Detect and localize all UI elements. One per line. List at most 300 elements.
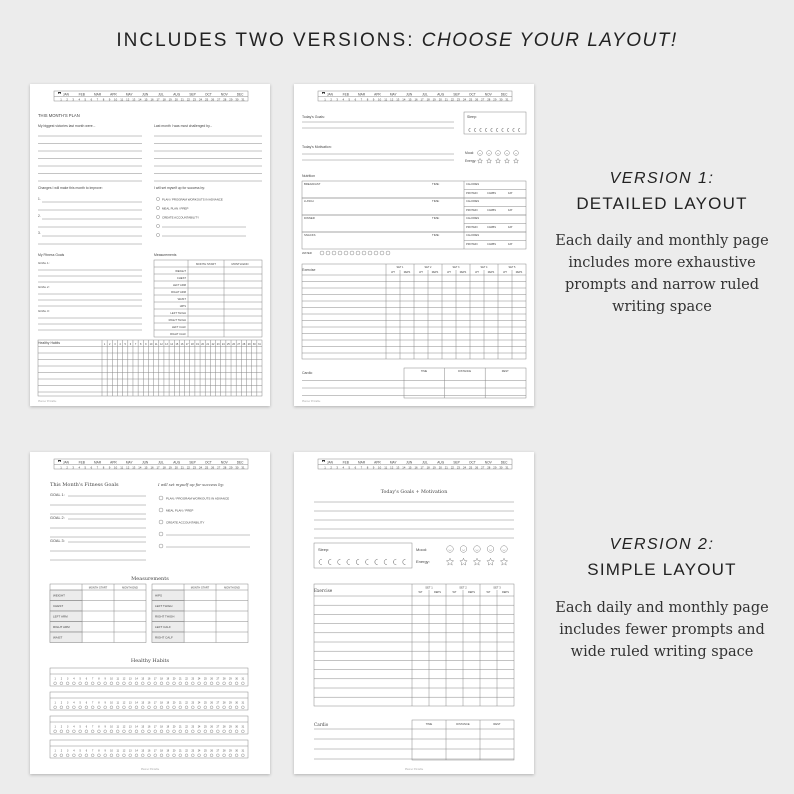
habit-circle-icon bbox=[123, 730, 126, 733]
day-number: 29 bbox=[229, 749, 232, 753]
day-number: 24 bbox=[462, 465, 467, 470]
habit-circle-icon bbox=[185, 706, 188, 709]
checkbox-circle-icon bbox=[156, 233, 159, 236]
month-label: JAN bbox=[326, 460, 333, 465]
month-label: APR bbox=[110, 460, 117, 465]
measure-row: WEIGHT bbox=[175, 269, 186, 273]
habit-circle-icon bbox=[66, 754, 69, 757]
day-number: 22 bbox=[185, 677, 188, 681]
habit-circle-icon bbox=[173, 754, 176, 757]
day-number: 14 bbox=[135, 725, 138, 729]
day-number: 9 bbox=[108, 97, 111, 102]
carbs-label: CARBS bbox=[487, 243, 496, 246]
moon-icon bbox=[480, 128, 482, 132]
habit-circle-icon bbox=[85, 682, 88, 685]
habit-circle-icon bbox=[198, 754, 201, 757]
water-cup-icon bbox=[380, 251, 384, 255]
day-number: 23 bbox=[191, 677, 195, 681]
day-number: 12 bbox=[126, 97, 130, 102]
day-number: 14 bbox=[170, 343, 174, 346]
monthly-plan-title: THIS MONTH'S PLAN bbox=[38, 113, 80, 118]
day-number: 5 bbox=[84, 465, 87, 470]
set-label: SET 3 bbox=[493, 586, 501, 590]
day-number: 18 bbox=[426, 97, 430, 102]
measure-row: LEFT THIGH bbox=[170, 311, 186, 315]
set-label: SET 5 bbox=[508, 266, 516, 269]
reps-label: REPS bbox=[433, 591, 442, 594]
month-label: MAR bbox=[94, 92, 102, 97]
day-number: 26 bbox=[475, 97, 479, 102]
carbs-label: CARBS bbox=[487, 192, 496, 195]
month-label: JUN bbox=[141, 92, 149, 97]
day-number: 17 bbox=[153, 749, 157, 753]
day-number: 1 bbox=[54, 677, 56, 681]
habit-circle-icon bbox=[204, 754, 207, 757]
day-number: 3 bbox=[66, 725, 69, 729]
habit-circle-icon bbox=[198, 730, 201, 733]
healthy-habits-heading: Healthy Habits bbox=[38, 341, 61, 345]
day-number: 20 bbox=[172, 749, 176, 753]
habit-circle-icon bbox=[210, 730, 213, 733]
month-label: JUN bbox=[141, 460, 149, 465]
day-number: 1 bbox=[54, 725, 56, 729]
day-number: 5 bbox=[84, 97, 87, 102]
day-number: 25 bbox=[203, 725, 207, 729]
day-number: 10 bbox=[110, 725, 113, 729]
day-number: 23 bbox=[456, 465, 461, 470]
day-number: 1 bbox=[54, 701, 56, 705]
version2-heading bbox=[552, 536, 772, 580]
habit-circle-icon bbox=[241, 730, 244, 733]
day-number: 13 bbox=[132, 465, 136, 470]
day-number: 27 bbox=[216, 701, 220, 705]
cardio-col: DISTANCE bbox=[456, 723, 470, 726]
day-number: 17 bbox=[420, 97, 424, 102]
calories-label: CALORIES bbox=[466, 217, 480, 220]
cardio-col: DISTANCE bbox=[458, 370, 472, 373]
day-number: 25 bbox=[469, 97, 473, 102]
habit-circle-icon bbox=[166, 730, 169, 733]
water-cup-icon bbox=[332, 251, 336, 255]
day-number: 16 bbox=[150, 97, 154, 102]
reps-label: REPS bbox=[515, 271, 523, 274]
checkbox-circle-icon bbox=[156, 206, 159, 209]
day-number: 23 bbox=[191, 725, 195, 729]
habit-circle-icon bbox=[110, 754, 113, 757]
version2-description: Each daily and monthly page includes fewer prompts and wide ruled writing space bbox=[555, 600, 769, 660]
habit-circle-icon bbox=[185, 754, 188, 757]
day-number: 18 bbox=[190, 343, 194, 346]
day-number: 12 bbox=[390, 465, 394, 470]
day-number: 20 bbox=[172, 677, 176, 681]
day-number: 25 bbox=[203, 749, 207, 753]
measure-row: HIPS bbox=[179, 304, 186, 308]
habit-circle-icon bbox=[141, 754, 144, 757]
day-number: 19 bbox=[432, 465, 436, 470]
habit-circle-icon bbox=[154, 706, 157, 709]
energy-star-icon bbox=[514, 158, 519, 163]
day-number: 7 bbox=[92, 701, 94, 705]
day-number: 27 bbox=[237, 343, 241, 346]
day-number: 8 bbox=[102, 465, 105, 470]
habit-circle-icon bbox=[104, 706, 107, 709]
habit-circle-icon bbox=[216, 706, 219, 709]
habit-circle-icon bbox=[123, 754, 126, 757]
day-number: 14 bbox=[402, 97, 406, 102]
month-label: AUG bbox=[437, 460, 445, 465]
month-label: APR bbox=[374, 92, 381, 97]
habit-circle-icon bbox=[116, 754, 119, 757]
day-number: 15 bbox=[141, 677, 145, 681]
day-number: 20 bbox=[438, 465, 442, 470]
day-number: 24 bbox=[197, 701, 201, 705]
month-label: NOV bbox=[484, 92, 492, 97]
habit-circle-icon bbox=[204, 682, 207, 685]
motivation-label: Today's Motivation: bbox=[302, 145, 332, 149]
day-number: 6 bbox=[85, 677, 88, 681]
day-number: 11 bbox=[116, 677, 119, 681]
day-number: 29 bbox=[229, 725, 232, 729]
changes-prompt: Changes I will make this month to improve: bbox=[38, 186, 103, 190]
day-number: 6 bbox=[354, 465, 357, 470]
day-number: 15 bbox=[408, 465, 412, 470]
day-number: 7 bbox=[360, 465, 363, 470]
bookmark-icon bbox=[322, 460, 325, 462]
day-number: 5 bbox=[348, 465, 351, 470]
day-number: 1 bbox=[60, 97, 62, 102]
day-number: 9 bbox=[372, 465, 375, 470]
day-number: 9 bbox=[104, 701, 106, 705]
goal-label: GOAL 2: bbox=[38, 285, 50, 289]
day-number: 14 bbox=[135, 749, 138, 753]
day-number: 31 bbox=[241, 701, 245, 705]
habit-circle-icon bbox=[160, 706, 163, 709]
habit-circle-icon bbox=[60, 730, 63, 733]
day-number: 8 bbox=[140, 343, 142, 346]
habit-circle-icon bbox=[179, 730, 182, 733]
day-number: 19 bbox=[166, 749, 170, 753]
exercise-table bbox=[314, 584, 514, 706]
calories-label: CALORIES bbox=[466, 234, 480, 237]
day-number: 30 bbox=[235, 465, 239, 470]
habit-circle-icon bbox=[91, 706, 94, 709]
protein-label: PROTEIN bbox=[466, 243, 478, 246]
day-number: 16 bbox=[414, 97, 418, 102]
day-number: 26 bbox=[232, 343, 236, 346]
day-number: 27 bbox=[216, 749, 220, 753]
month-label: JUL bbox=[422, 92, 428, 97]
day-number: 15 bbox=[141, 725, 145, 729]
mood-label: Mood: bbox=[416, 547, 428, 552]
month-label: JUL bbox=[158, 92, 164, 97]
day-number: 19 bbox=[166, 725, 170, 729]
day-number: 23 bbox=[216, 343, 220, 346]
nutrition-heading: Nutrition bbox=[302, 174, 316, 178]
reps-label: REPS bbox=[501, 591, 510, 594]
habit-circle-icon bbox=[85, 730, 88, 733]
cardio-col: REST bbox=[501, 370, 509, 373]
day-number: 28 bbox=[222, 677, 226, 681]
day-number: 18 bbox=[160, 677, 163, 681]
day-number: 16 bbox=[180, 343, 184, 346]
water-cup-icon bbox=[320, 251, 324, 255]
smile-mouth bbox=[489, 550, 492, 551]
cardio-col: REST bbox=[493, 723, 501, 726]
habit-circle-icon bbox=[204, 730, 207, 733]
day-number: 21 bbox=[180, 97, 184, 102]
day-number: 11 bbox=[116, 701, 119, 705]
day-number: 14 bbox=[138, 465, 142, 470]
energy-star-icon bbox=[478, 158, 483, 163]
month-label: FEB bbox=[78, 92, 85, 97]
habit-circle-icon bbox=[191, 682, 194, 685]
day-number: 2 bbox=[60, 749, 63, 753]
month-label: NOV bbox=[220, 92, 228, 97]
day-number: 28 bbox=[487, 465, 491, 470]
day-number: 25 bbox=[203, 701, 207, 705]
habit-circle-icon bbox=[166, 682, 169, 685]
day-number: 24 bbox=[462, 97, 467, 102]
day-number: 2 bbox=[60, 677, 63, 681]
habit-circle-icon bbox=[191, 754, 194, 757]
day-number: 21 bbox=[178, 725, 182, 729]
water-cup-icon bbox=[362, 251, 366, 255]
energy-label: Energy: bbox=[465, 159, 477, 163]
reps-label: REPS bbox=[431, 271, 439, 274]
day-number: 8 bbox=[98, 749, 100, 753]
habit-circle-icon bbox=[73, 706, 76, 709]
habit-circle-icon bbox=[160, 730, 163, 733]
day-number: 22 bbox=[211, 343, 215, 346]
change-number: 2. bbox=[38, 214, 41, 218]
habit-circle-icon bbox=[129, 730, 132, 733]
v1-monthly-page-drawing bbox=[30, 84, 270, 406]
habit-circle-icon bbox=[141, 730, 144, 733]
set-label: SET 1 bbox=[425, 586, 433, 590]
measure-col: MONTH START bbox=[190, 586, 210, 590]
day-number: 20 bbox=[172, 701, 176, 705]
habit-circle-icon bbox=[216, 730, 219, 733]
cardio-heading: Cardio bbox=[314, 722, 329, 727]
day-number: 31 bbox=[241, 725, 245, 729]
day-number: 15 bbox=[141, 701, 145, 705]
bookmark-icon bbox=[58, 460, 61, 462]
day-number: 9 bbox=[372, 97, 375, 102]
mood-face-icon bbox=[501, 546, 508, 553]
day-number: 29 bbox=[229, 97, 233, 102]
mood-face-icon bbox=[496, 151, 501, 156]
month-label: SEP bbox=[189, 460, 196, 465]
day-number: 4 bbox=[342, 465, 345, 470]
habit-circle-icon bbox=[91, 682, 94, 685]
energy-star-icon bbox=[487, 158, 492, 163]
moon-icon bbox=[491, 128, 493, 132]
day-number: 11 bbox=[384, 465, 388, 470]
measurements-table bbox=[154, 260, 262, 337]
day-number: 25 bbox=[227, 343, 230, 346]
moon-icon bbox=[485, 128, 487, 132]
day-number: 2 bbox=[330, 97, 332, 102]
day-number: 10 bbox=[114, 465, 118, 470]
day-number: 9 bbox=[104, 725, 106, 729]
cardio-col: TIME bbox=[420, 370, 428, 373]
measure-row: RIGHT ARM bbox=[171, 290, 186, 294]
habit-circle-icon bbox=[235, 754, 238, 757]
day-number: 4 bbox=[342, 97, 345, 102]
day-number: 11 bbox=[384, 97, 388, 102]
day-number: 30 bbox=[499, 465, 503, 470]
wt-label: WT bbox=[452, 591, 457, 594]
moon-icon bbox=[469, 128, 471, 132]
day-number: 10 bbox=[110, 749, 113, 753]
month-label: AUG bbox=[437, 92, 445, 97]
moon-icon bbox=[513, 128, 515, 132]
smile-mouth bbox=[449, 550, 452, 551]
day-number: 30 bbox=[235, 97, 239, 102]
habit-circle-icon bbox=[173, 730, 176, 733]
day-number: 28 bbox=[223, 465, 227, 470]
headline bbox=[0, 30, 794, 52]
day-number: 10 bbox=[149, 343, 153, 346]
day-number: 31 bbox=[241, 749, 245, 753]
day-number: 27 bbox=[217, 465, 221, 470]
habit-circle-icon bbox=[79, 754, 82, 757]
goal-label: GOAL 1: bbox=[50, 493, 65, 497]
habit-circle-icon bbox=[154, 730, 157, 733]
day-number: 28 bbox=[222, 749, 226, 753]
day-number: 20 bbox=[438, 97, 442, 102]
day-number: 21 bbox=[180, 465, 184, 470]
month-label: JAN bbox=[62, 92, 69, 97]
mood-face-icon bbox=[478, 151, 483, 156]
time-label: TIME: bbox=[432, 199, 440, 203]
habit-circle-icon bbox=[179, 754, 182, 757]
day-number: 31 bbox=[258, 343, 261, 346]
day-number: 3 bbox=[114, 343, 116, 346]
habit-circle-icon bbox=[73, 754, 76, 757]
moon-icon bbox=[347, 559, 350, 565]
measure-col: MONTH END bbox=[122, 586, 138, 590]
day-number: 26 bbox=[211, 465, 215, 470]
habit-circle-icon bbox=[135, 682, 138, 685]
month-label: APR bbox=[374, 460, 381, 465]
day-number: 12 bbox=[122, 725, 126, 729]
habit-circle-icon bbox=[223, 682, 226, 685]
day-number: 3 bbox=[336, 465, 338, 470]
habit-circle-icon bbox=[210, 754, 213, 757]
day-number: 28 bbox=[487, 97, 491, 102]
habit-circle-icon bbox=[66, 706, 69, 709]
habit-circle-icon bbox=[66, 730, 69, 733]
habit-circle-icon bbox=[229, 730, 232, 733]
day-number: 16 bbox=[147, 749, 151, 753]
day-number: 6 bbox=[90, 465, 93, 470]
month-label: DEC bbox=[500, 460, 508, 465]
checkbox-circle-icon bbox=[159, 520, 163, 524]
month-label: MAY bbox=[389, 92, 397, 97]
version2-label: VERSION 2: bbox=[609, 536, 715, 553]
energy-star-icon bbox=[446, 558, 453, 565]
moon-icon bbox=[474, 128, 476, 132]
month-label: SEP bbox=[189, 92, 196, 97]
day-number: 19 bbox=[432, 97, 436, 102]
day-number: 4 bbox=[73, 677, 75, 681]
day-number: 17 bbox=[156, 97, 160, 102]
set-label: SET 2 bbox=[459, 586, 467, 590]
mood-face-icon bbox=[474, 546, 481, 553]
day-number: 27 bbox=[481, 97, 485, 102]
habit-circle-icon bbox=[110, 730, 113, 733]
smile-mouth bbox=[476, 550, 479, 551]
habit-circle-icon bbox=[129, 754, 132, 757]
day-number: 8 bbox=[98, 701, 100, 705]
water-cup-icon bbox=[368, 251, 372, 255]
todays-goals-heading: Today's Goals + Motivation bbox=[380, 490, 448, 495]
day-number: 10 bbox=[110, 701, 113, 705]
day-number: 3 bbox=[72, 465, 74, 470]
v2-daily-page bbox=[294, 452, 534, 774]
day-number: 21 bbox=[178, 701, 182, 705]
day-number: 23 bbox=[192, 97, 197, 102]
habit-circle-icon bbox=[185, 682, 188, 685]
day-number: 21 bbox=[206, 343, 210, 346]
habit-circle-icon bbox=[135, 754, 138, 757]
footer-text: Planner Printable bbox=[302, 400, 321, 403]
version1-label: VERSION 1: bbox=[609, 170, 715, 187]
time-label: TIME: bbox=[432, 182, 440, 186]
day-number: 14 bbox=[138, 97, 142, 102]
fat-label: FAT bbox=[508, 226, 513, 229]
set-label: SET 4 bbox=[480, 266, 488, 269]
day-number: 3 bbox=[66, 677, 69, 681]
day-number: 22 bbox=[185, 725, 188, 729]
monthly-goals-heading: This Month's Fitness Goals bbox=[50, 482, 119, 488]
month-label: JUN bbox=[405, 92, 413, 97]
protein-label: PROTEIN bbox=[466, 209, 478, 212]
day-number: 24 bbox=[198, 465, 203, 470]
day-number: 16 bbox=[414, 465, 418, 470]
month-label: JUN bbox=[405, 460, 413, 465]
setup-option: MEAL PLAN / PREP bbox=[162, 206, 189, 211]
habit-circle-icon bbox=[235, 682, 238, 685]
habit-circle-icon bbox=[135, 706, 138, 709]
moon-icon bbox=[384, 559, 387, 565]
carbs-label: CARBS bbox=[487, 226, 496, 229]
day-number: 22 bbox=[186, 97, 190, 102]
v2-monthly-page bbox=[30, 452, 270, 774]
day-number: 13 bbox=[128, 749, 132, 753]
footer-text: Planner Printable bbox=[140, 768, 160, 771]
cardio-heading: Cardio bbox=[302, 371, 313, 375]
water-label: WATER bbox=[302, 251, 312, 255]
day-number: 15 bbox=[408, 97, 412, 102]
challenged-prompt: Last month I was most challenged by... bbox=[154, 124, 213, 128]
setup-option: CREATE ACCOUNTABILITY bbox=[162, 215, 199, 220]
habit-circle-icon bbox=[110, 706, 113, 709]
change-number: 3. bbox=[38, 231, 41, 235]
habit-circle-icon bbox=[148, 682, 151, 685]
habit-circle-icon bbox=[79, 706, 82, 709]
day-number: 24 bbox=[221, 343, 225, 346]
v2-monthly-page-drawing bbox=[30, 452, 270, 774]
day-number: 12 bbox=[122, 749, 126, 753]
habit-circle-icon bbox=[229, 682, 232, 685]
habit-circle-icon bbox=[198, 682, 201, 685]
measurements-heading: Measurements bbox=[154, 253, 177, 257]
day-number: 5 bbox=[79, 701, 81, 705]
day-number: 13 bbox=[128, 677, 132, 681]
day-number: 23 bbox=[192, 465, 197, 470]
